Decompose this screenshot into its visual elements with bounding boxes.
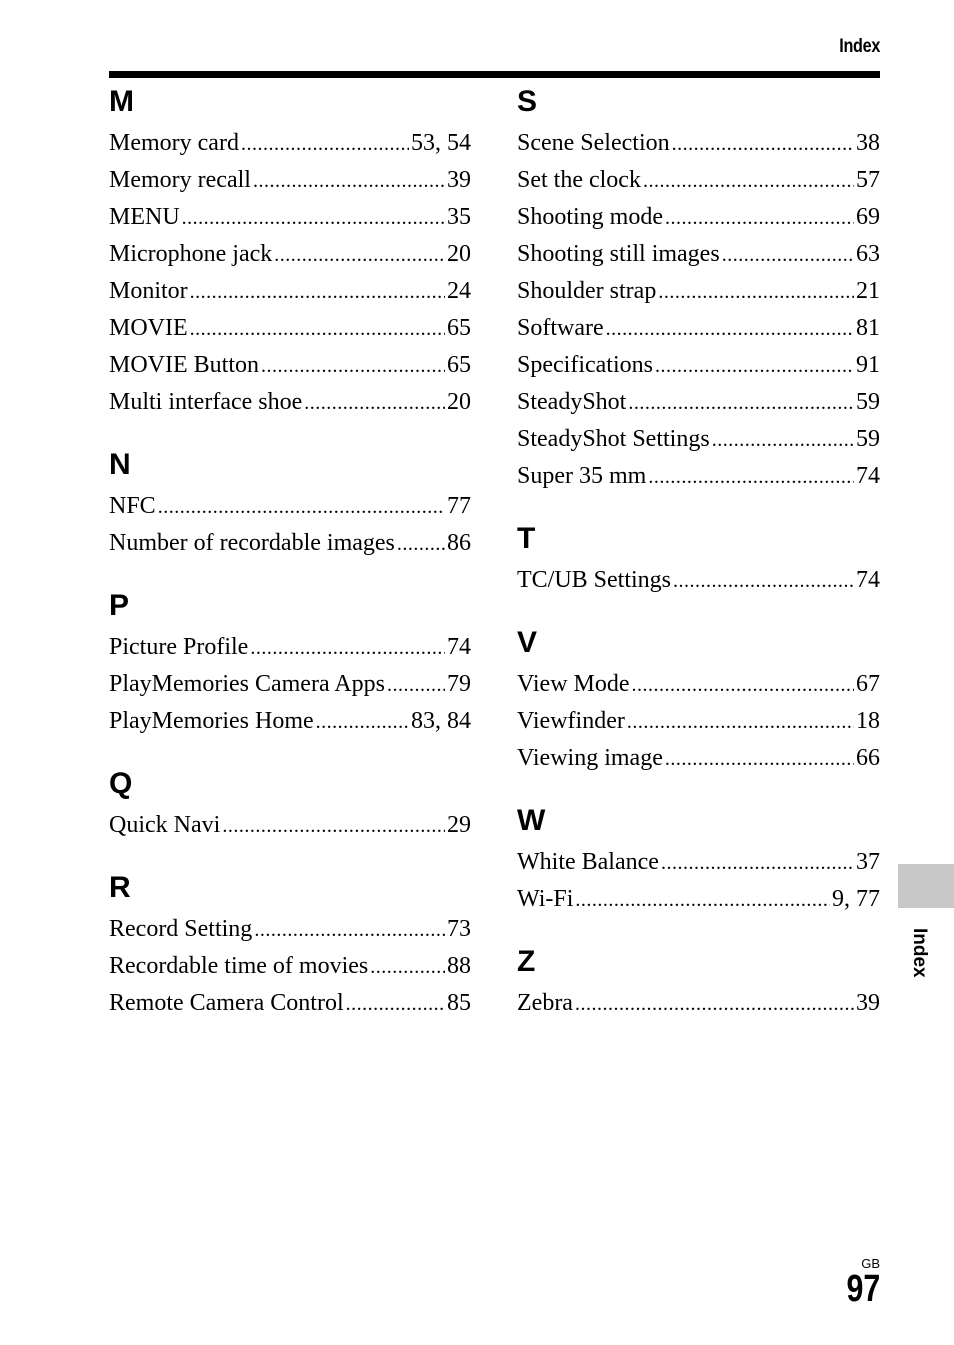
entry-pages: 91	[856, 352, 880, 378]
entry-term: Zebra	[517, 990, 573, 1016]
dot-leader	[370, 949, 445, 985]
dot-leader	[722, 237, 854, 273]
index-section-t	[517, 519, 880, 599]
index-entry	[517, 985, 880, 1022]
entry-pages: 74	[856, 463, 880, 489]
index-entry	[517, 199, 880, 236]
section-letter: R	[109, 871, 131, 904]
entry-pages: 65	[447, 315, 471, 341]
entry-term: Scene Selection	[517, 130, 670, 156]
entry-pages: 24	[447, 278, 471, 304]
entry-term: Number of recordable images	[109, 530, 395, 556]
dot-leader	[658, 274, 854, 310]
entry-term: Set the clock	[517, 167, 641, 193]
entry-pages: 85	[447, 990, 471, 1016]
index-section-z	[517, 942, 880, 1022]
index-section-q	[109, 764, 471, 844]
index-section-s	[517, 82, 880, 495]
entry-term: View Mode	[517, 671, 630, 697]
entry-term: Wi-Fi	[517, 886, 574, 912]
dot-leader	[182, 200, 445, 236]
dot-leader	[158, 489, 445, 525]
entry-term: Shooting mode	[517, 204, 664, 230]
entry-term: Specifications	[517, 352, 653, 378]
entry-pages: 77	[447, 493, 471, 519]
dot-leader	[397, 526, 445, 562]
dot-leader	[648, 459, 854, 495]
section-letter: Q	[109, 767, 133, 800]
index-entry	[109, 666, 471, 703]
dot-leader	[672, 126, 854, 162]
entry-pages: 88	[447, 953, 471, 979]
entry-pages: 39	[447, 167, 471, 193]
entry-term: White Balance	[517, 849, 659, 875]
entry-pages: 74	[447, 634, 471, 660]
section-letter: S	[517, 85, 538, 118]
index-entry	[517, 347, 880, 384]
entry-pages: 65	[447, 352, 471, 378]
index-column-left	[109, 82, 471, 1046]
entry-pages: 69	[856, 204, 880, 230]
entry-term: MOVIE	[109, 315, 188, 341]
index-entry	[109, 347, 471, 384]
dot-leader	[190, 274, 445, 310]
entry-pages: 21	[856, 278, 880, 304]
entry-pages: 63	[856, 241, 880, 267]
entry-pages: 20	[447, 389, 471, 415]
index-section-w	[517, 801, 880, 918]
dot-leader	[655, 348, 854, 384]
entry-term: Shoulder strap	[517, 278, 657, 304]
index-entry	[517, 562, 880, 599]
index-section-r	[109, 868, 471, 1022]
dot-leader	[627, 704, 854, 740]
entry-pages: 67	[856, 671, 880, 697]
entry-term: Monitor	[109, 278, 188, 304]
index-entry	[109, 125, 471, 162]
index-entry	[517, 236, 880, 273]
index-section-v	[517, 623, 880, 777]
entry-term: Super 35 mm	[517, 463, 647, 489]
index-entry	[109, 948, 471, 985]
entry-term: MENU	[109, 204, 180, 230]
index-entry	[517, 162, 880, 199]
entry-term: SteadyShot Settings	[517, 426, 710, 452]
section-letter: T	[517, 522, 536, 555]
entry-pages: 18	[856, 708, 880, 734]
index-entry	[517, 125, 880, 162]
header-rule	[109, 71, 880, 78]
entry-pages: 74	[856, 567, 880, 593]
index-entry	[517, 421, 880, 458]
dot-leader	[304, 385, 445, 421]
entry-pages: 66	[856, 745, 880, 771]
entry-pages: 35	[447, 204, 471, 230]
dot-leader	[665, 200, 854, 236]
index-entry	[517, 310, 880, 347]
entry-term: Viewfinder	[517, 708, 625, 734]
entry-term: Recordable time of movies	[109, 953, 369, 979]
index-entry	[109, 162, 471, 199]
entry-pages: 57	[856, 167, 880, 193]
index-entry	[517, 458, 880, 495]
section-letter: M	[109, 85, 134, 118]
dot-leader	[190, 311, 445, 347]
entry-term: MOVIE Button	[109, 352, 259, 378]
dot-leader	[632, 667, 854, 703]
dot-leader	[241, 126, 409, 162]
dot-leader	[253, 163, 445, 199]
entry-pages: 79	[447, 671, 471, 697]
entry-term: Microphone jack	[109, 241, 273, 267]
index-entry	[109, 703, 471, 740]
index-entry	[109, 911, 471, 948]
entry-pages: 73	[447, 916, 471, 942]
section-letter: V	[517, 626, 538, 659]
index-entry	[109, 985, 471, 1022]
dot-leader	[628, 385, 854, 421]
dot-leader	[254, 912, 445, 948]
entry-term: NFC	[109, 493, 156, 519]
index-section-p	[109, 586, 471, 740]
dot-leader	[274, 237, 445, 273]
entry-term: Picture Profile	[109, 634, 249, 660]
entry-pages: 83, 84	[411, 708, 471, 734]
entry-term: PlayMemories Home	[109, 708, 314, 734]
index-entry	[109, 310, 471, 347]
index-entry	[517, 844, 880, 881]
index-section-n	[109, 445, 471, 562]
entry-term: Multi interface shoe	[109, 389, 303, 415]
dot-leader	[250, 630, 445, 666]
side-tab	[898, 864, 954, 908]
dot-leader	[575, 882, 830, 918]
index-entry	[109, 273, 471, 310]
entry-term: Shooting still images	[517, 241, 720, 267]
entry-pages: 29	[447, 812, 471, 838]
entry-pages: 39	[856, 990, 880, 1016]
entry-term: PlayMemories Camera Apps	[109, 671, 385, 697]
entry-term: Quick Navi	[109, 812, 221, 838]
section-letter: W	[517, 804, 546, 837]
entry-pages: 53, 54	[411, 130, 471, 156]
dot-leader	[346, 986, 445, 1022]
entry-term: Memory card	[109, 130, 239, 156]
entry-term: Record Setting	[109, 916, 253, 942]
index-entry	[109, 525, 471, 562]
region-code: GB	[861, 1256, 880, 1271]
index-entry	[109, 807, 471, 844]
dot-leader	[673, 563, 854, 599]
page-number: 97	[846, 1268, 880, 1310]
entry-pages: 59	[856, 426, 880, 452]
dot-leader	[606, 311, 854, 347]
index-entry	[517, 273, 880, 310]
index-entry	[109, 488, 471, 525]
index-entry	[517, 384, 880, 421]
entry-pages: 20	[447, 241, 471, 267]
entry-pages: 81	[856, 315, 880, 341]
index-entry	[517, 703, 880, 740]
entry-pages: 37	[856, 849, 880, 875]
dot-leader	[643, 163, 854, 199]
index-entry	[109, 236, 471, 273]
index-entry	[109, 199, 471, 236]
header-title: Index	[839, 36, 880, 57]
entry-term: Viewing image	[517, 745, 663, 771]
entry-pages: 59	[856, 389, 880, 415]
entry-pages: 9, 77	[832, 886, 880, 912]
entry-pages: 86	[447, 530, 471, 556]
dot-leader	[222, 808, 445, 844]
entry-term: SteadyShot	[517, 389, 627, 415]
dot-leader	[661, 845, 854, 881]
entry-term: Remote Camera Control	[109, 990, 344, 1016]
section-letter: N	[109, 448, 131, 481]
dot-leader	[387, 667, 445, 703]
dot-leader	[575, 986, 854, 1022]
dot-leader	[261, 348, 445, 384]
index-entry	[109, 384, 471, 421]
dot-leader	[316, 704, 409, 740]
dot-leader	[665, 741, 854, 777]
section-letter: P	[109, 589, 130, 622]
index-entry	[517, 881, 880, 918]
index-entry	[517, 740, 880, 777]
index-section-m	[109, 82, 471, 421]
entry-term: Software	[517, 315, 604, 341]
index-entry	[109, 629, 471, 666]
section-letter: Z	[517, 945, 536, 978]
entry-term: Memory recall	[109, 167, 251, 193]
dot-leader	[712, 422, 854, 458]
entry-term: TC/UB Settings	[517, 567, 672, 593]
side-tab-label: Index	[909, 928, 930, 978]
entry-pages: 38	[856, 130, 880, 156]
index-column-right	[517, 82, 880, 1046]
index-entry	[517, 666, 880, 703]
